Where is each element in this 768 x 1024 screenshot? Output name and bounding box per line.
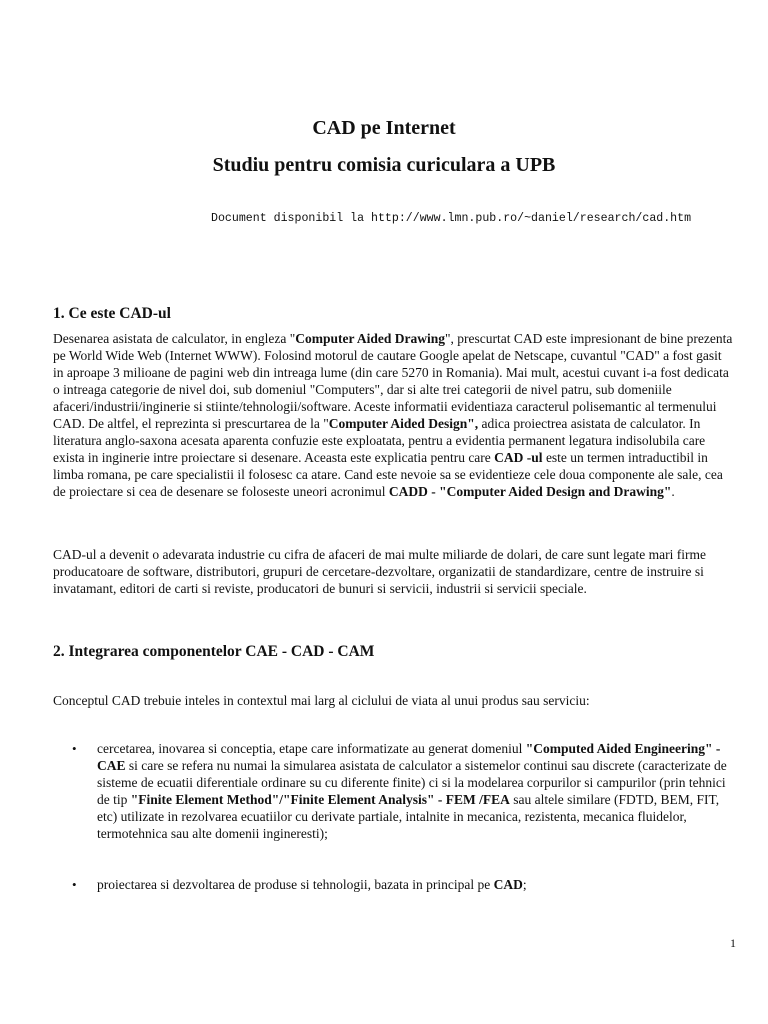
bullet-icon: • (72, 877, 77, 892)
page-subtitle: Studiu pentru comisia curiculara a UPB (212, 154, 556, 176)
bullet-icon: • (72, 741, 77, 756)
text-run: este un termen intraductibil in limba romana, pe care specialistii il folosesc ca atare. Cand este nevoie sa se evidentieze cele doua componente ale sale, cea de proiectare si cea de desenare se foloseste uneori acronimul (53, 450, 723, 499)
list-item (97, 876, 733, 893)
section-1-heading: 1. Ce este CAD-ul (53, 305, 171, 322)
text-run: si care se refera nu numai la simularea asistata de calculator a sistemelor continui sau discrete (caracterizate de sisteme de ecuatii diferentiale ordinare su cu diferente finite) ci si la modelarea corpurilor si campurilor (prin tehnici de tip (97, 758, 727, 807)
section-1-paragraph-2: CAD-ul a devenit o adevarata industrie cu cifra de afaceri de mai multe miliarde de dolari, de care sunt legate mari firme producatoare de software, distributori, grupuri de cercetare-dezvoltare, organizatii de standardizare, centre de instruire si invatamant, editori de carti si reviste, producatori de bunuri si servicii, industrii si servicii speciale. (53, 547, 706, 596)
text-run: proiectarea si dezvoltarea de produse si tehnologii, bazata in principal pe (97, 877, 494, 892)
page-title: CAD pe Internet (312, 117, 456, 139)
text-run: adica proiectrea asistata de calculator. In literatura anglo-saxona acesata aparenta confuzie este exploatata, pentru a evidentia permanent legatura indisolubila care exista in inginerie intre proiectare si desenare. Aceasta este explicatia pentru care (53, 416, 706, 465)
term-cad: CAD (493, 877, 523, 892)
term-cae: "Computed Aided Engineering" - CAE (97, 741, 721, 773)
text-run: Desenarea asistata de calculator, in engleza " (53, 331, 296, 346)
text-run: ; (522, 877, 527, 892)
term-cad-ul: CAD -ul (494, 450, 543, 465)
section-2-heading: 2. Integrarea componentelor CAE - CAD - CAM (53, 643, 375, 660)
text-run: sau altele similare (FDTD, BEM, FIT, etc) utilizate in rezolvarea ecuatiilor cu derivate partiale, intalnite in mecanica, rezistenta, mecanica fluidelor, termotehnica sau alte domenii ingineresti); (97, 792, 720, 841)
text-run: . (671, 484, 675, 499)
list-item (97, 740, 733, 842)
availability-line: Document disponibil la http://www.lmn.pub.ro/~daniel/research/cad.htm (211, 212, 692, 225)
page-number: 1 (730, 936, 736, 950)
term-cadd: CADD - "Computer Aided Design and Drawing" (388, 484, 672, 499)
term-fem-fea: "Finite Element Method"/"Finite Element Analysis" - FEM /FEA (130, 792, 510, 807)
section-1-paragraph-1 (53, 330, 733, 500)
term-computer-aided-design: Computer Aided Design", (328, 416, 479, 431)
term-computer-aided-drawing: Computer Aided Drawing (295, 331, 445, 346)
text-run: ", prescurtat CAD este impresionant de bine prezenta pe World Wide Web (Internet WWW). Folosind motorul de cautare Google apelat de Netscape, cuvantul "CAD" a fost gasit in aproape 3 milioane de pagini web din intreaga lume (din care 5270 in Romania). Mai mult, acestui cuvant i-a fost dedicata o intreaga categorie de nivel doi, sub domeniul "Computers", dar si alte trei categorii de nivel patru, sub domeniile afaceri/industrii/inginerie si stiinte/tehnologii/software. Aceste informatii evidentiaza caracterul polisemantic al termenului CAD. De altfel, el reprezinta si prescurtarea de la " (53, 331, 733, 431)
text-run: cercetarea, inovarea si conceptia, etape care informatizate au generat domeniul (97, 741, 526, 756)
section-2-intro: Conceptul CAD trebuie inteles in contextul mai larg al ciclului de viata al unui produs sau serviciu: (53, 693, 590, 708)
